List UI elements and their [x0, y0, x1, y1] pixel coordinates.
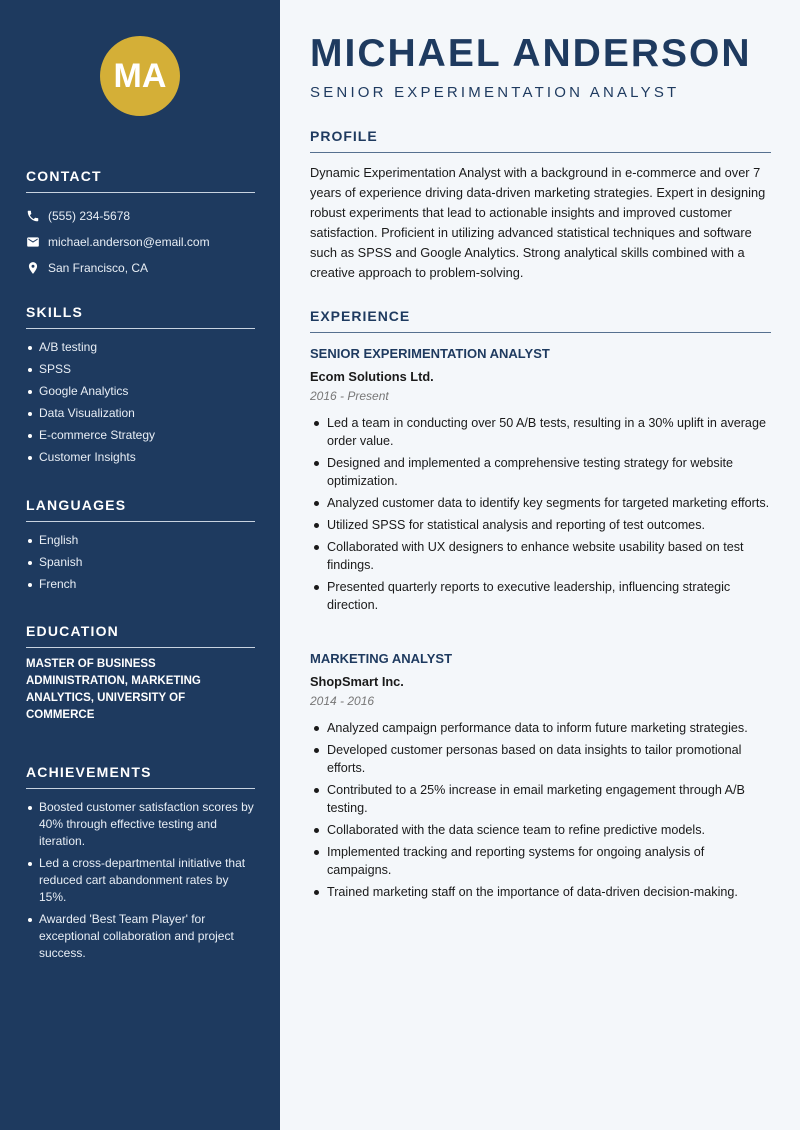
list-item: Presented quarterly reports to executive leadership, influencing strategic direction.: [310, 578, 771, 614]
job-bullets: [310, 719, 771, 901]
list-item: Awarded 'Best Team Player' for exceptional collaboration and project success.: [26, 911, 255, 962]
job-title: SENIOR EXPERIMENTATION ANALYST: [310, 84, 680, 101]
skills-heading: SKILLS: [26, 304, 255, 329]
list-item: French: [26, 576, 255, 593]
education-heading: EDUCATION: [26, 623, 255, 648]
avatar: MA: [100, 36, 180, 116]
list-item: Utilized SPSS for statistical analysis and reporting of test outcomes.: [310, 516, 771, 534]
email-icon: [26, 235, 40, 249]
list-item: Analyzed customer data to identify key segments for targeted marketing efforts.: [310, 494, 771, 512]
job-dates: 2016 - Present: [310, 389, 389, 403]
list-item: Google Analytics: [26, 383, 255, 400]
profile-heading: PROFILE: [310, 128, 771, 153]
list-item: Collaborated with UX designers to enhance website usability based on test findings.: [310, 538, 771, 574]
achievements-list: [26, 799, 255, 962]
profile-text: Dynamic Experimentation Analyst with a background in e-commerce and over 7 years of experience driving data-driven marketing strategies. Expert in designing robust experiments that lead to actionable insights and improved customer satisfaction. Proficient in utilizing advanced statistical techniques and software such as SPSS and Google Analytics. Strong analytical skills combined with a creative approach to problem-solving.: [310, 165, 766, 280]
contact-location: San Francisco, CA: [26, 255, 255, 281]
achievements-heading: ACHIEVEMENTS: [26, 764, 255, 789]
list-item: Customer Insights: [26, 449, 255, 466]
list-item: Designed and implemented a comprehensive testing strategy for website optimization.: [310, 454, 771, 490]
languages-heading: LANGUAGES: [26, 497, 255, 522]
list-item: Led a cross-departmental initiative that reduced cart abandonment rates by 15%.: [26, 855, 255, 906]
contact-phone: (555) 234-5678: [26, 203, 255, 229]
skills-list: [26, 339, 255, 466]
job-role: MARKETING ANALYST: [310, 651, 453, 666]
languages-list: [26, 532, 255, 593]
job-entry: [310, 346, 771, 618]
job-role: SENIOR EXPERIMENTATION ANALYST: [310, 346, 550, 361]
achievements-section: [26, 764, 255, 967]
experience-heading: EXPERIENCE: [310, 308, 771, 333]
list-item: English: [26, 532, 255, 549]
contact-section: [26, 168, 255, 281]
list-item: SPSS: [26, 361, 255, 378]
sidebar: [0, 0, 280, 1130]
page-title: MICHAEL ANDERSON: [310, 32, 752, 75]
job-company: Ecom Solutions Ltd.: [310, 369, 434, 384]
list-item: Boosted customer satisfaction scores by 40% through effective testing and iteration.: [26, 799, 255, 850]
list-item: Collaborated with the data science team to refine predictive models.: [310, 821, 771, 839]
job-company: ShopSmart Inc.: [310, 674, 404, 689]
job-entry: [310, 651, 771, 905]
job-bullets: [310, 414, 771, 614]
job-dates: 2014 - 2016: [310, 694, 375, 708]
list-item: Contributed to a 25% increase in email marketing engagement through A/B testing.: [310, 781, 771, 817]
list-item: Led a team in conducting over 50 A/B tests, resulting in a 30% uplift in average order value.: [310, 414, 771, 450]
skills-section: [26, 304, 255, 471]
education-degree: MASTER OF BUSINESS ADMINISTRATION, MARKETING ANALYTICS, UNIVERSITY OF COMMERCE: [26, 658, 201, 721]
list-item: Developed customer personas based on data insights to tailor promotional efforts.: [310, 741, 771, 777]
education-section: [26, 623, 255, 724]
list-item: Analyzed campaign performance data to inform future marketing strategies.: [310, 719, 771, 737]
list-item: Implemented tracking and reporting systems for ongoing analysis of campaigns.: [310, 843, 771, 879]
location-pin-icon: [26, 261, 40, 275]
contact-email[interactable]: michael.anderson@email.com: [26, 229, 255, 255]
contact-heading: CONTACT: [26, 168, 255, 193]
list-item: Data Visualization: [26, 405, 255, 422]
phone-icon: [26, 209, 40, 223]
languages-section: [26, 497, 255, 598]
list-item: E-commerce Strategy: [26, 427, 255, 444]
list-item: A/B testing: [26, 339, 255, 356]
list-item: Spanish: [26, 554, 255, 571]
list-item: Trained marketing staff on the importance of data-driven decision-making.: [310, 883, 771, 901]
